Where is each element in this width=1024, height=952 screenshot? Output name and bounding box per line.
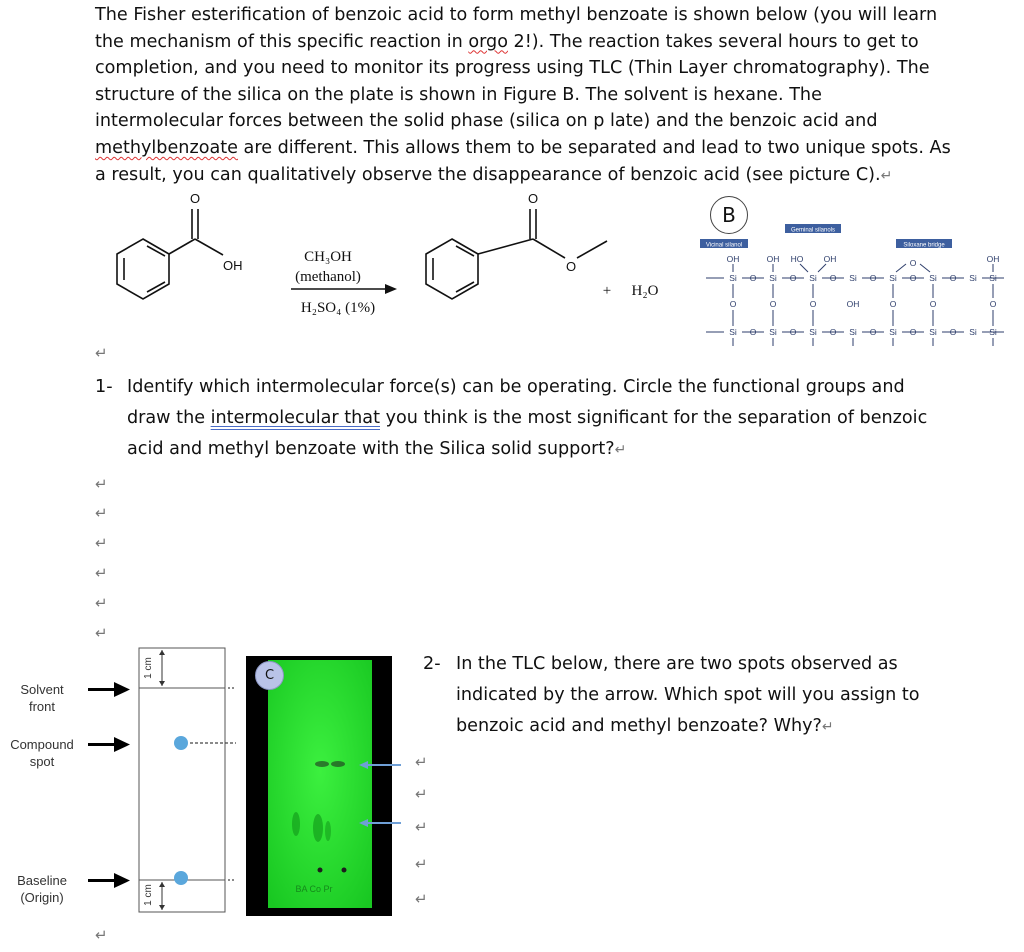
question-1-text: draw the <box>127 408 211 428</box>
atom-o: O <box>889 299 897 309</box>
intro-text-2: 2!). The reaction takes several hours to get to completion, and you need to monitor its progress using TLC (Thin Layer chromatography). The structure of the silica on the plate is shown in Figure B. The solvent is hexane. The intermolecular forces between the solid phase (silica on p late) and the benzoic acid and <box>95 31 930 132</box>
paragraph-mark: ↵ <box>95 564 108 582</box>
grammar-underline-text: intermolecular that <box>210 408 380 428</box>
silica-structure <box>700 222 1010 347</box>
atom-si: Si <box>969 273 977 283</box>
question-2-text: benzoic acid and methyl benzoate? Why? <box>456 716 822 736</box>
reagent-methanol-name: (methanol) <box>295 269 361 285</box>
atom-o: O <box>749 273 757 283</box>
streak <box>325 821 331 841</box>
question-1-line-1: Identify which intermolecular force(s) can be operating. Circle the functional groups and <box>127 377 905 397</box>
paragraph-mark: ↵ <box>415 818 428 836</box>
figure-c-badge <box>255 661 284 690</box>
paragraph-mark: ↵ <box>415 890 428 908</box>
atom-si: Si <box>769 273 777 283</box>
compound-spot <box>174 736 188 750</box>
atom-o: O <box>909 258 917 268</box>
label-arrows <box>88 682 130 888</box>
question-2-number: 2- <box>423 654 441 674</box>
atom-o: O <box>909 273 917 283</box>
figure-c-label: C <box>264 668 275 683</box>
question-2-line-3 <box>456 711 920 743</box>
atom-oh: OH <box>726 254 740 264</box>
geminal-label: Geminal silanols <box>790 227 836 234</box>
ester-o-label: O <box>565 259 577 274</box>
atom-si: Si <box>809 327 817 337</box>
water-product: H₂O <box>631 283 659 299</box>
question-2-line-1: In the TLC below, there are two spots observed as <box>456 654 898 674</box>
reaction-arrow-head <box>385 284 397 294</box>
spot-arrows <box>355 755 405 835</box>
top-one-cm: 1 cm <box>143 657 154 679</box>
origin-spot <box>174 871 188 885</box>
atom-o: O <box>829 327 837 337</box>
atom-oh: OH <box>846 299 860 309</box>
atom-o: O <box>789 327 797 337</box>
atom-oh: OH <box>766 254 780 264</box>
question-1-text: you think is the most significant for the separation of benzoic <box>380 408 928 428</box>
atom-si: Si <box>849 273 857 283</box>
atom-o: O <box>949 273 957 283</box>
question-1-line-2 <box>127 403 927 434</box>
atom-si: Si <box>729 273 737 283</box>
atom-o: O <box>829 273 837 283</box>
atom-o: O <box>869 327 877 337</box>
ester-carbonyl-o: O <box>527 191 539 206</box>
solvent-front-label-2: front <box>28 699 56 714</box>
question-1 <box>127 372 927 466</box>
streak <box>292 812 300 836</box>
upper-spot <box>331 761 345 767</box>
arrow-lower-head <box>359 819 368 827</box>
question-2 <box>456 649 920 743</box>
baseline-label-2: (Origin) <box>20 890 64 905</box>
origin-dot <box>342 868 347 873</box>
paragraph-mark: ↵ <box>614 442 627 458</box>
atom-oh: OH <box>823 254 837 264</box>
atom-si: Si <box>929 327 937 337</box>
compound-spot-label: Compound <box>10 737 74 752</box>
question-1-text: acid and methyl benzoate with the Silica solid support? <box>127 439 615 459</box>
atom-si: Si <box>729 327 737 337</box>
atom-si: Si <box>889 327 897 337</box>
paragraph-mark: ↵ <box>95 926 108 944</box>
spell-word-methylbenzoate: methylbenzoate <box>95 137 238 158</box>
siloxane-label: Siloxane bridge <box>903 242 945 249</box>
atom-si: Si <box>989 273 997 283</box>
paragraph-mark: ↵ <box>415 753 428 771</box>
atom-si: Si <box>849 327 857 337</box>
solvent-front-label: Solvent <box>20 682 64 697</box>
paragraph-mark: ↵ <box>415 855 428 873</box>
atom-o: O <box>869 273 877 283</box>
atom-si: Si <box>929 273 937 283</box>
atom-si: Si <box>989 327 997 337</box>
intro-text-3: are different. This allows them to be separated and lead to two unique spots. As a result, you can qualitatively observe the disappearance of benzoic acid (see picture C). <box>95 137 951 185</box>
paragraph-mark: ↵ <box>95 475 108 493</box>
paragraph-mark: ↵ <box>95 594 108 612</box>
arrow-upper-head <box>359 761 368 769</box>
atom-o: O <box>929 299 937 309</box>
paragraph-mark: ↵ <box>95 344 108 362</box>
question-1-line-3 <box>127 434 927 466</box>
upper-spot <box>315 761 329 767</box>
paragraph-mark: ↵ <box>95 534 108 552</box>
question-2-line-2: indicated by the arrow. Which spot will you assign to <box>456 685 920 705</box>
atom-si: Si <box>769 327 777 337</box>
atom-ho: HO <box>790 254 804 264</box>
figure-b-label: B <box>722 203 736 227</box>
atom-si: Si <box>969 327 977 337</box>
atom-o: O <box>809 299 817 309</box>
atom-si: Si <box>889 273 897 283</box>
atom-o: O <box>989 299 997 309</box>
atom-o: O <box>749 327 757 337</box>
atom-o: O <box>729 299 737 309</box>
paragraph-mark: ↵ <box>821 719 834 735</box>
question-1-number: 1- <box>95 377 113 397</box>
plus-sign: + <box>602 283 612 299</box>
acid-oh-label: OH <box>223 258 243 273</box>
paragraph-mark: ↵ <box>415 785 428 803</box>
bottom-one-cm: 1 cm <box>143 884 154 906</box>
vicinal-label: Vicinal silanol <box>705 242 743 249</box>
reagent-catalyst: H₂SO₄ (1%) <box>300 300 376 316</box>
atom-oh: OH <box>986 254 1000 264</box>
streak <box>313 814 323 842</box>
atom-o: O <box>949 327 957 337</box>
spell-word-orgo: orgo <box>468 31 508 52</box>
atom-o: O <box>909 327 917 337</box>
intro-text-1: The Fisher esterification of benzoic acid to form methyl benzoate is shown below (you will learn the mechanism of this specific reaction in <box>95 5 938 52</box>
atom-o: O <box>769 299 777 309</box>
paragraph-mark: ↵ <box>95 504 108 522</box>
atom-si: Si <box>809 273 817 283</box>
silica-atoms <box>727 254 1000 337</box>
atom-o: O <box>789 273 797 283</box>
reagent-methanol-formula: CH₃OH <box>304 249 352 265</box>
origin-dot <box>318 868 323 873</box>
reaction-scheme <box>95 185 675 345</box>
lane-labels: BA Co Pr <box>295 884 333 894</box>
baseline-label: Baseline <box>17 873 67 888</box>
tlc-diagram <box>0 640 245 930</box>
intro-paragraph <box>95 2 955 189</box>
benzoic-acid-structure <box>117 209 223 299</box>
paragraph-mark: ↵ <box>880 167 893 184</box>
methyl-benzoate-structure <box>426 209 607 299</box>
compound-spot-label-2: spot <box>29 754 55 769</box>
paragraph-mark: ↵ <box>95 624 108 642</box>
acid-carbonyl-o: O <box>189 191 201 206</box>
